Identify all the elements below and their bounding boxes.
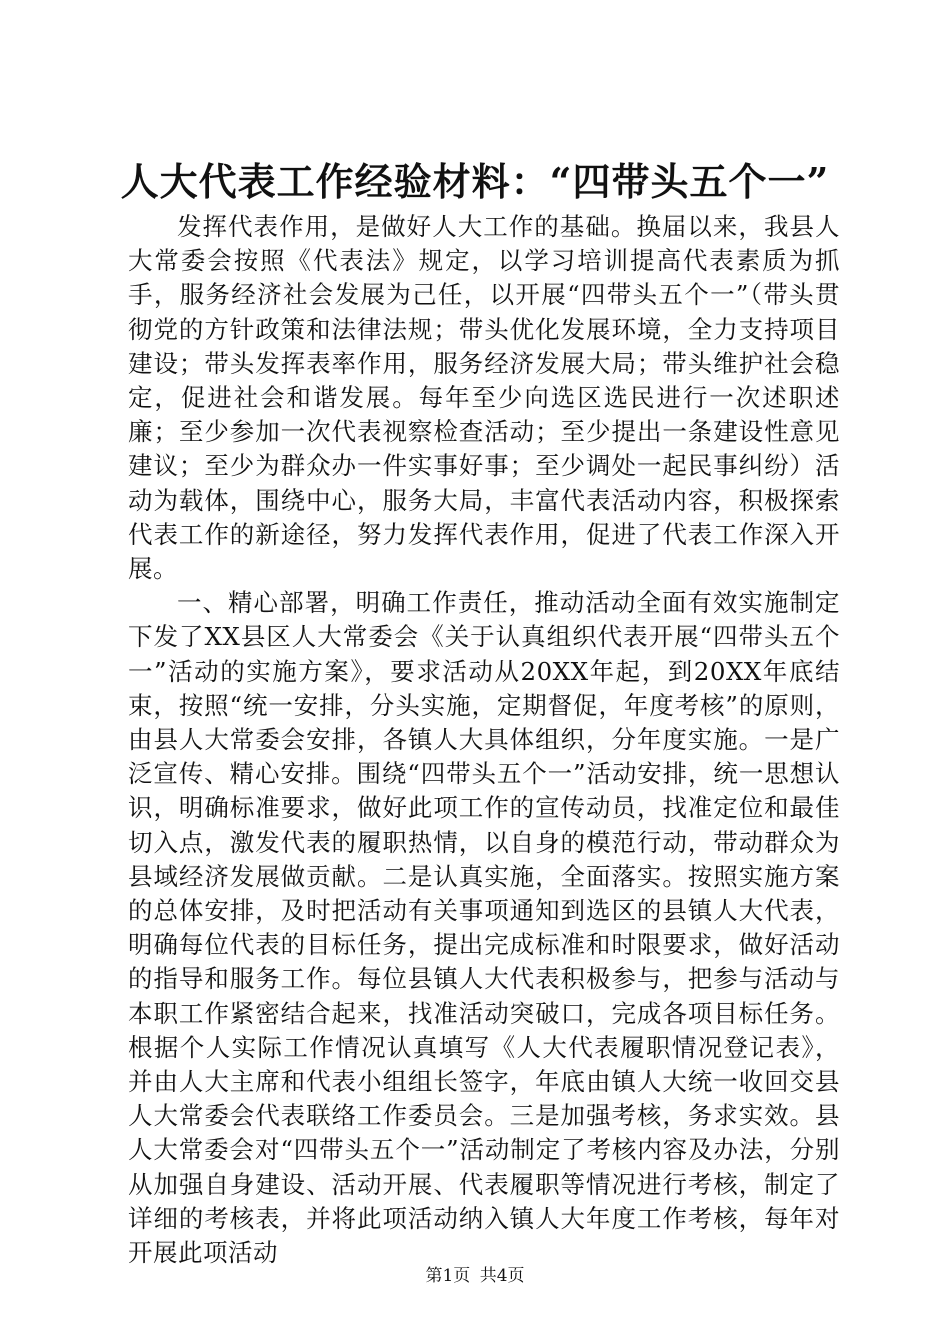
page-total: 共4页 [479,1266,525,1286]
document-body [128,210,840,1270]
document-title: 人大代表工作经验材料：“四带头五个一” [120,159,830,204]
page-footer [0,1265,950,1287]
page-number: 第1页 [425,1266,471,1286]
paragraph-section-one: 一、精心部署，明确工作责任，推动活动全面有效实施制定下发了XX县区人大常委会《关于认真组织代表开展“四带头五个一”活动的实施方案》，要求活动从20XX年起，到20XX年底结束，按照“统一安排，分头实施，定期督促，年度考核”的原则，由县人大常委会安排，各镇人大具体组织，分年度实施。一是广泛宣传、精心安排。围绕“四带头五个一”活动安排，统一思想认识，明确标准要求，做好此项工作的宣传动员，找准定位和最佳切入点，激发代表的履职热情，以自身的模范行动，带动群众为县域经济发展做贡献。二是认真实施，全面落实。按照实施方案的总体安排，及时把活动有关事项通知到选区的县镇人大代表，明确每位代表的目标任务，提出完成标准和时限要求，做好活动的指导和服务工作。每位县镇人大代表积极参与，把参与活动与本职工作紧密结合起来，找准活动突破口，完成各项目标任务。根据个人实际工作情况认真填写《人大代表履职情况登记表》，并由人大主席和代表小组组长签字，年底由镇人大统一收回交县人大常委会代表联络工作委员会。三是加强考核，务求实效。县人大常委会对“四带头五个一”活动制定了考核内容及办法，分别从加强自身建设、活动开展、代表履职等情况进行考核，制定了详细的考核表，并将此项活动纳入镇人大年度工作考核，每年对开展此项活动 [128,588,840,1268]
paragraph-intro: 发挥代表作用，是做好人大工作的基础。换届以来，我县人大常委会按照《代表法》规定，以学习培训提高代表素质为抓手，服务经济社会发展为己任，以开展“四带头五个一”（带头贯彻党的方针政策和法律法规；带头优化发展环境，全力支持项目建设；带头发挥表率作用，服务经济发展大局；带头维护社会稳定，促进社会和谐发展。每年至少向选区选民进行一次述职述廉；至少参加一次代表视察检查活动；至少提出一条建设性意见建议；至少为群众办一件实事好事；至少调处一起民事纠纷）活动为载体，围绕中心，服务大局，丰富代表活动内容，积极探索代表工作的新途径，努力发挥代表作用，促进了代表工作深入开展。 [128,212,840,584]
